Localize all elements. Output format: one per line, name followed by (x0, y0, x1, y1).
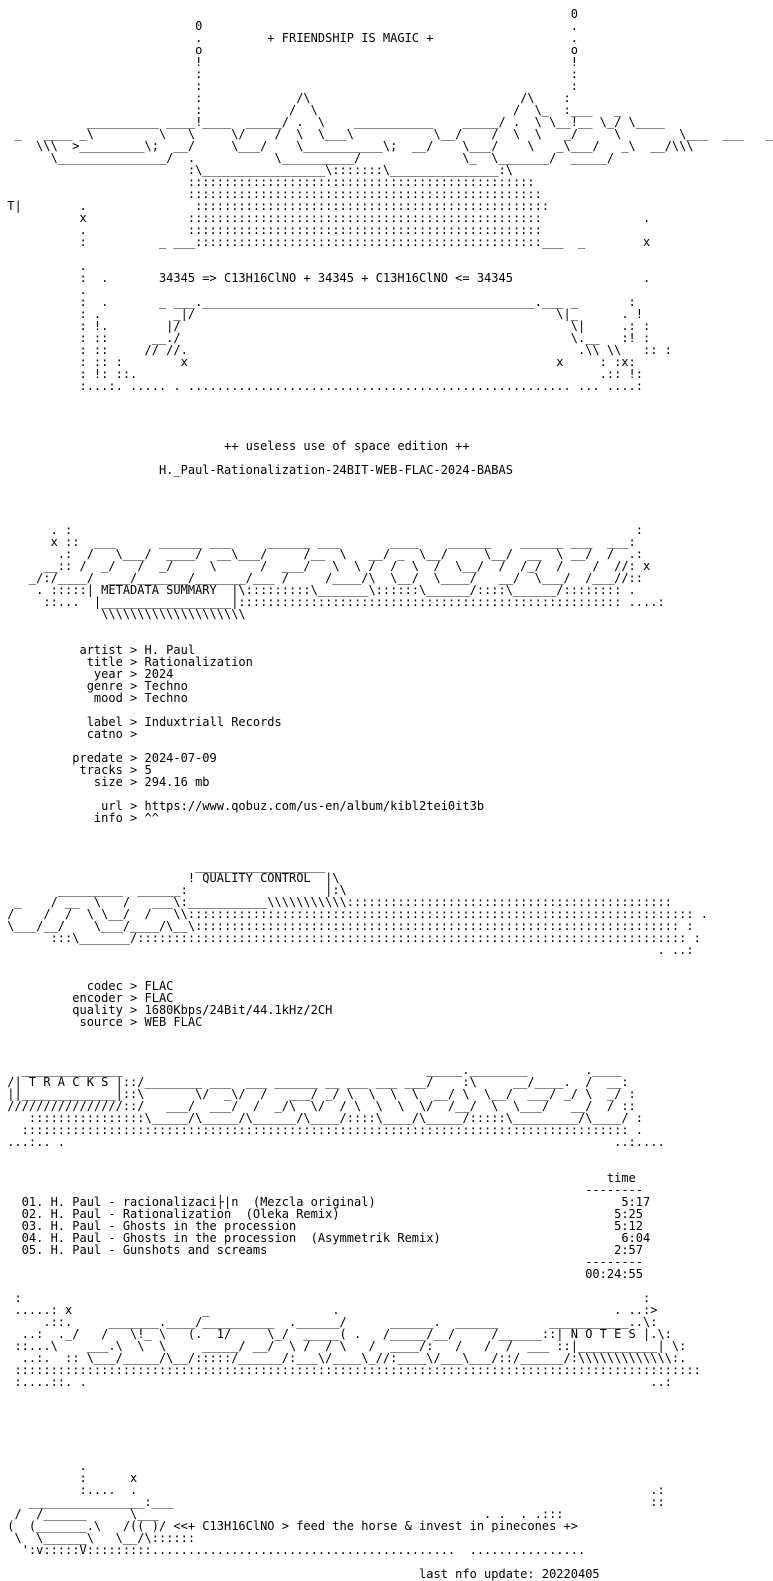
nfo-line: : : (0, 1291, 651, 1305)
nfo-line: ! QUALITY CONTROL |\ (0, 871, 340, 885)
nfo-line: genre > Techno (0, 679, 188, 693)
nfo-line: size > 294.16 mb (0, 775, 210, 789)
nfo-line: \ \______\ \__/\:::::: (0, 1531, 196, 1545)
nfo-line: ::... |__________________|::::::::::::::::::::::::::::::::::::::::::::::::::::: ....: (0, 595, 665, 609)
nfo-line: : . _ ___.______________________________________________.___ _ : (0, 295, 636, 309)
nfo-line: __________ ____!____ _____/ . \ ___________ _____/ . \ \__!__ \_/ \____ (0, 115, 665, 129)
nfo-line: 0 (0, 7, 578, 21)
nfo-line: label > Induxtriall Records (0, 715, 282, 729)
nfo-line (0, 1028, 648, 1040)
nfo-line: / /______ \___ . . . .::: (0, 1507, 564, 1521)
nfo-line: encoder > FLAC (0, 991, 174, 1005)
nfo-line: \___/__/ \___/____/\__\::::::::::::::::::::::::::::::::::::::::::::::::::::::::::::::::::: : (0, 919, 694, 933)
nfo-line: \_______________/ . \__________/ \_ \_______/ _____/ (0, 151, 615, 165)
nfo-line (0, 248, 648, 260)
nfo-line: -------- (0, 1183, 643, 1197)
nfo-line: . (0, 283, 87, 297)
nfo-line: ::::::::::::::::::::::::::::::::::::::::::::::::::::::::::::::::::::::::::::::::::::::::::::::: (0, 1363, 701, 1377)
nfo-line (0, 392, 648, 404)
nfo-line (0, 1400, 648, 1412)
nfo-line: ::...\ ___.\ \ \ _____/ __/ \ / / \ / ____/: / / / ___ ::|___________| \: (0, 1339, 687, 1353)
nfo-line: : / \ / \_ :___ _ (0, 103, 622, 117)
nfo-line (0, 416, 648, 428)
nfo-line: . ..: (0, 943, 694, 957)
nfo-line (0, 1448, 648, 1460)
nfo-line (0, 620, 648, 632)
nfo-line: __________________ (0, 859, 326, 873)
nfo-line: . (0, 259, 87, 273)
nfo-line (0, 1040, 648, 1052)
nfo-line: mood > Techno (0, 691, 188, 705)
nfo-line: last nfo update: 20220405 (0, 1567, 600, 1581)
nfo-line: . :::::| METADATA SUMMARY |\:::::::::\_______\::::::\______/::::\______/:::::::: . (0, 583, 636, 597)
nfo-line: . (0, 1459, 87, 1473)
nfo-line: time (0, 1171, 636, 1185)
nfo-line: source > WEB FLAC (0, 1015, 203, 1029)
nfo-line: : :: : x x : :x: (0, 355, 636, 369)
nfo-line: info > ^^ (0, 811, 159, 825)
nfo-line: T| . ::::::::::::::::::::::::::::::::::::::::::::::::: (0, 199, 550, 213)
nfo-line: ::::::::::::::::::::::::::::::::::::::::::::::::: (0, 187, 542, 201)
nfo-line: : :: __./ \.__ :! : (0, 331, 651, 345)
nfo-line: : . 34345 => C13H16ClNO + 34345 + C13H16ClNO <= 34345 . (0, 271, 651, 285)
nfo-line: ++ useless use of space edition ++ (0, 439, 470, 453)
nfo-line: tracks > 5 (0, 763, 152, 777)
nfo-line: ..:. :: \___/_____/\__/:::::/______/:___\/____\_//:____\/___\___/::/______/:\\\\\\\\\\\\\:. (0, 1351, 687, 1365)
nfo-line (0, 500, 648, 512)
nfo-line: : : (0, 67, 578, 81)
nfo-line: . + FRIENDSHIP IS MAGIC + . (0, 31, 578, 45)
nfo-line: predate > 2024-07-09 (0, 751, 217, 765)
nfo-line: ( (_______.\ /(( )/ <<+ C13H16ClNO > feed the horse & invest in pinecones +> (0, 1519, 578, 1533)
nfo-line: . : : (0, 523, 643, 537)
nfo-line (0, 1388, 648, 1400)
nfo-text-art (0, 7, 773, 1581)
nfo-line: url > https://www.qobuz.com/us-en/album/kibl2tei0it3b (0, 799, 485, 813)
nfo-line: quality > 1680Kbps/24Bit/44.1kHz/2CH (0, 1003, 333, 1017)
nfo-line (0, 1424, 648, 1436)
nfo-line: 00:24:55 (0, 1267, 643, 1281)
nfo-line: :.... . .: (0, 1483, 665, 1497)
nfo-line: title > Rationalization (0, 655, 253, 669)
nfo-line: : x (0, 1471, 138, 1485)
nfo-line: :::::::::::::::::::::::::::::::::::::::::::::::: (0, 175, 535, 189)
nfo-line (0, 1148, 648, 1160)
nfo-line: _________ ______: |:\ (0, 883, 347, 897)
nfo-line (0, 1436, 648, 1448)
nfo-line: year > 2024 (0, 667, 174, 681)
nfo-line: :...:. ..... . ..................................................... ... ....: (0, 379, 643, 393)
nfo-line (0, 476, 648, 488)
nfo-line: .::. _______.____/__________ .______/ ______. ______ ___________..\: (0, 1315, 658, 1329)
nfo-line: -------- (0, 1255, 643, 1269)
nfo-line: : :: // //. .\\ \\ :: : (0, 343, 672, 357)
nfo-line: __:: / _/ / _/ \ / ___/ \ \ / / \ / \__/ / /_/ / / //: x (0, 559, 651, 573)
nfo-line: :\_________________\:::::::\_______________:\ (0, 163, 513, 177)
nfo-line: : . _|/ \|_ . ! (0, 307, 643, 321)
nfo-line: ________________:___ :: (0, 1495, 665, 1509)
nfo-line: .....: x _ . . ..:> (0, 1303, 658, 1317)
nfo-line: catno > (0, 727, 138, 741)
nfo-line: 04. H. Paul - Ghosts in the procession (Asymmetrik Remix) 6:04 (0, 1231, 651, 1245)
nfo-line: _ / __ \ / ___\:___________\\\\\\\\\\\::::::::::::::::::::::::::::::::::::::::::::: (0, 895, 672, 909)
nfo-line: :....::. . ..: (0, 1375, 672, 1389)
nfo-line (0, 836, 648, 848)
nfo-line: ////////////////::/ ___/ ___/ / _/\ \/ / \ \ \ \/ /__/ \ \___/ __/ / :: (0, 1099, 636, 1113)
nfo-line: / / / \ \__/ / \\:::::::::::::::::::::::::::::::::::::::::::::::::::::::::::::::::::::: . (0, 907, 709, 921)
nfo-line: ! ! (0, 55, 578, 69)
nfo-line: x :: ___ ______ ___ ______ ___ ____ ______ ______ ___ ___: (0, 535, 636, 549)
nfo-line: _ ____ _\ \ \ \/ / \ \___\ \__/ / \ \ _/ \ \___ ___ _ (0, 127, 773, 141)
nfo-line: ':v:::::V:::::::::.......................................... ................ (0, 1543, 586, 1557)
nfo-line: ::::::::::::::::\_____/\_____/\______/\____/::::\____/\_____/:::::\_________/\____/ : (0, 1111, 643, 1125)
nfo-line: x ::::::::::::::::::::::::::::::::::::::::::::::::: . (0, 211, 651, 225)
nfo-line: ...:.. . ..:.... (0, 1135, 665, 1149)
nfo-line: : !: ::. .:: !: (0, 367, 643, 381)
nfo-line: . ::::::::::::::::::::::::::::::::::::::::::::::::: (0, 223, 542, 237)
nfo-line (0, 1412, 648, 1424)
nfo-line: 05. H. Paul - Gunshots and screams 2:57 (0, 1243, 643, 1257)
nfo-line: :::::::::::::::::::::::::::::::::::::::::::::::::::::::::::::::::::::::::::::::::::: . (0, 1123, 643, 1137)
nfo-line: : : (0, 79, 578, 93)
nfo-line: :::\_______/:::::::::::::::::::::::::::::::::::::::::::::::::::::::::::::::::::::::::::: : (0, 931, 701, 945)
nfo-line: H._Paul-Rationalization-24BIT-WEB-FLAC-2024-BABAS (0, 463, 513, 477)
nfo-line: \\\\\\\\\\\\\\\\\\\\ (0, 607, 246, 621)
nfo-line (0, 956, 648, 968)
nfo-line: 0 . (0, 19, 578, 33)
nfo-line: \\\ >_________\; __/ \___/ \___________\; __/ \___/ \ _\___/ _\ __/\\\ (0, 139, 694, 153)
nfo-line: codec > FLAC (0, 979, 174, 993)
nfo-line: ______________ _____.________ .____ (0, 1063, 622, 1077)
nfo-line: : _ ___::::::::::::::::::::::::::::::::::::::::::::::::___ _ x (0, 235, 651, 249)
nfo-line: 03. H. Paul - Ghosts in the procession 5:12 (0, 1219, 643, 1233)
nfo-line: ||_____________|::\ \/ _\/ / ___/ _/ \ \ \ \ __/ \ \__/ ___/ _/ \ _/ : (0, 1087, 636, 1101)
nfo-line (0, 404, 648, 416)
nfo-line: /| T R A C K S |::/________ ___ ___ ______ __ ___ ___ ___/ :\ __/____. / __: (0, 1075, 629, 1089)
nfo-line: 02. H. Paul - Rationalization (Oleka Remix) 5:25 (0, 1207, 643, 1221)
nfo-line: ..: ._/ / \!_ \ (. 1/ \_/ _____( . /_____/__/ /______::| N O T E S |.\: (0, 1327, 672, 1341)
nfo-line: : !. |/ \| .: : (0, 319, 651, 333)
nfo-line: artist > H. Paul (0, 643, 196, 657)
nfo-line: : /\ /\ : (0, 91, 571, 105)
nfo-line: _/:/____/ ___/_______/_______/___ / /____/\ \__/ \____/ __/ \___/ /___//:: (0, 571, 643, 585)
nfo-line: 01. H. Paul - racionalizaci├|n (Mezcla original) 5:17 (0, 1195, 651, 1209)
nfo-line: .: / \___/ ____/ __\___/ /__ \ __/ _ \__/ \__/ __ \ __/ / .: (0, 547, 643, 561)
nfo-line: o o (0, 43, 578, 57)
nfo-line (0, 488, 648, 500)
nfo-line (0, 824, 648, 836)
